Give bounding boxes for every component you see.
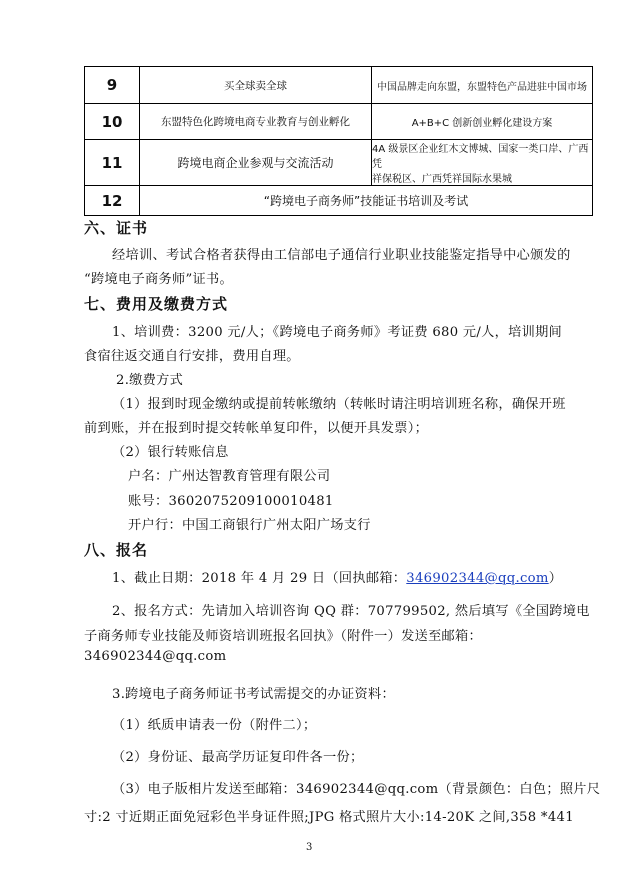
email-link[interactable]: 346902344@qq.com	[406, 571, 549, 586]
row-merged-activity: “跨境电子商务师”技能证书培训及考试	[140, 186, 593, 216]
document-item: （2）身份证、最高学历证复印件各一份；	[112, 750, 364, 765]
row-description	[372, 140, 593, 186]
deadline-close: ）	[548, 571, 563, 586]
row-activity: 东盟特色化跨境电商专业教育与创业孵化	[140, 104, 372, 140]
page-number: 3	[306, 842, 313, 853]
paragraph-line: 食宿往返交通自行安排，费用自理。	[84, 349, 300, 364]
paragraph-line: 2、报名方式：先请加入培训咨询 QQ 群：707799502, 然后填写《全国跨境电	[112, 604, 590, 619]
table-row	[85, 67, 593, 104]
paragraph-line: 346902344@qq.com	[84, 649, 227, 664]
table-row	[85, 140, 593, 186]
documents-title: 3.跨境电子商务师证书考试需提交的办证资料：	[112, 687, 395, 702]
row-description: 中国品牌走向东盟，东盟特色产品进驻中国市场	[372, 67, 593, 104]
account-number: 账号：3602075209100010481	[128, 494, 334, 509]
deadline-line	[112, 567, 562, 586]
schedule-table	[84, 66, 593, 216]
row-description: A+B+C 创新创业孵化建设方案	[372, 104, 593, 140]
section-heading-certificate: 六、证书	[84, 219, 149, 237]
section-heading-registration: 八、报名	[84, 541, 149, 559]
row-activity: 跨境电商企业参观与交流活动	[140, 140, 372, 186]
paragraph-line: 寸:2 寸近期正面免冠彩色半身证件照;JPG 格式照片大小:14-20K 之间,358 *441	[84, 810, 574, 825]
row-number: 12	[85, 186, 140, 216]
row-description-line: 祥保税区、广西凭祥国际水果城	[372, 174, 512, 185]
paragraph-line: 子商务师专业技能及师资培训班报名回执》（附件一）发送至邮箱：	[84, 629, 483, 644]
row-number: 11	[85, 140, 140, 186]
document-item: （1）纸质申请表一份（附件二）；	[112, 718, 317, 733]
row-activity: 买全球卖全球	[140, 67, 372, 104]
row-description-line: 4A 级景区企业红木文博城、国家一类口岸、广西凭	[372, 144, 589, 170]
section-heading-fees: 七、费用及缴费方式	[84, 295, 229, 313]
row-number: 10	[85, 104, 140, 140]
paragraph-line: 1、培训费：3200 元/人；《跨境电子商务师》考证费 680 元/人，培训期间	[112, 325, 563, 340]
deadline-text: 1、截止日期：2018 年 4 月 29 日（回执邮箱：	[112, 571, 407, 586]
row-number: 9	[85, 67, 140, 104]
table-row	[85, 104, 593, 140]
account-name: 户名：广州达智教育管理有限公司	[128, 469, 331, 484]
paragraph-line: “跨境电子商务师”证书。	[84, 272, 233, 287]
bank-branch: 开户行：中国工商银行广州太阳广场支行	[128, 518, 371, 533]
payment-method-title: 2.缴费方式	[116, 373, 184, 388]
paragraph-line: 经培训、考试合格者获得由工信部电子通信行业职业技能鉴定指导中心颁发的	[112, 248, 571, 263]
paragraph-line: 前到账，并在报到时提交转帐单复印件，以便开具发票）；	[84, 421, 429, 436]
document-item: （3）电子版相片发送至邮箱：346902344@qq.com（背景颜色：白色；照片尺	[112, 782, 601, 797]
bank-transfer-title: （2）银行转账信息	[112, 445, 229, 460]
table-row	[85, 186, 593, 216]
paragraph-line: （1）报到时现金缴纳或提前转帐缴纳（转帐时请注明培训班名称，确保开班	[112, 397, 566, 412]
